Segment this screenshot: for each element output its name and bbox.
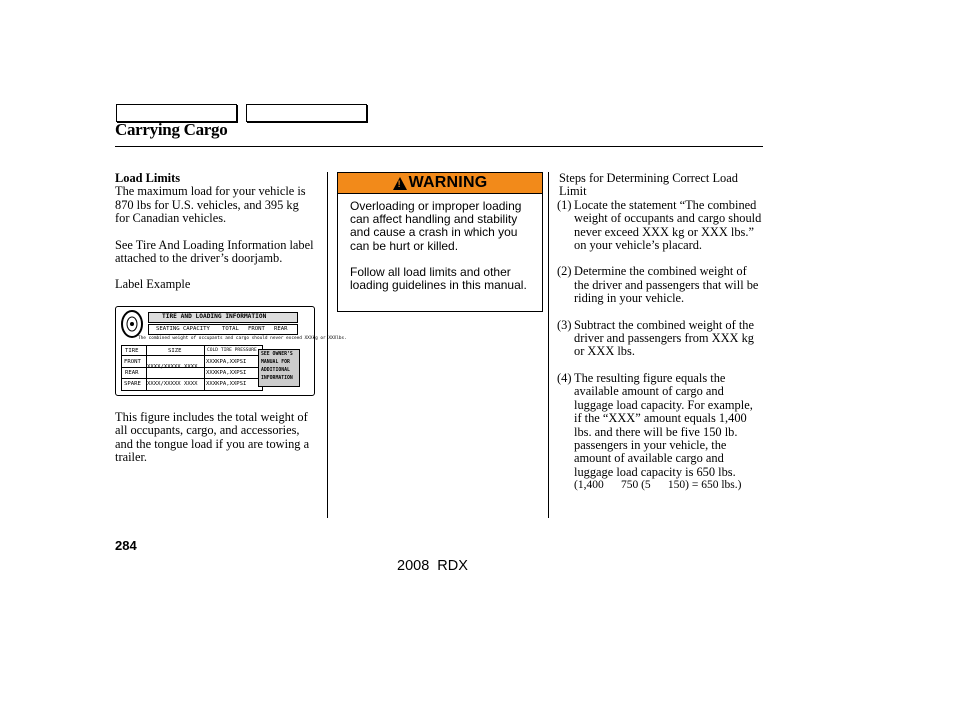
warning-body: [338, 194, 542, 292]
warning-label: WARNING: [408, 174, 488, 191]
col-pressure: COLD TIRE PRESSURE: [207, 348, 257, 353]
total-weight-paragraph: This figure includes the total weight of all occupants, cargo, and accessories, and the tongue load if you are towing a trailer.: [115, 410, 310, 465]
row-front-size: XXXX/XXXXX XXXX: [147, 364, 198, 370]
step-4-text: The resulting figure equals the available amount of cargo and luggage load capacity. For example, if the “XXX” amount equals 1,400 lbs. and there will be five 150 lb. passengers in your vehicle, the amount of available cargo and luggage load capacity is 650 lbs.: [574, 370, 753, 479]
column-divider-right: [548, 172, 549, 518]
step-3-number: (3): [557, 317, 572, 332]
tire-table-hline-3: [121, 378, 262, 379]
label-example-figure: [115, 306, 347, 396]
header-tab-2: [246, 104, 367, 122]
col-size: SIZE: [168, 348, 182, 354]
model-name: 2008 RDX: [397, 558, 468, 574]
row-spare-tire: SPARE: [124, 381, 141, 387]
step-4: [559, 372, 763, 479]
row-front-pressure: XXXKPA,XXPSI: [206, 359, 247, 365]
step-2-text: Determine the combined weight of the driver and passengers that will be riding in your vehicle.: [574, 264, 759, 306]
label-rear: REAR: [274, 326, 288, 332]
row-spare-size: XXXX/XXXXX XXXX: [147, 381, 198, 387]
label-title: TIRE AND LOADING INFORMATION: [162, 313, 267, 320]
see-manual-line-1: SEE OWNER’S: [261, 352, 293, 357]
warning-paragraph-1: Overloading or improper loading can affect handling and stability and cause a crash in which you can be hurt or killed.: [350, 199, 522, 253]
label-caption: Label Example: [115, 277, 191, 292]
warning-paragraph-2: Follow all load limits and other loading guidelines in this manual.: [350, 264, 527, 293]
warning-triangle-icon: !: [393, 177, 407, 190]
see-manual-line-3: ADDITIONAL: [261, 368, 290, 373]
steps-heading: Steps for Determining Correct Load Limit: [559, 171, 738, 199]
warning-header: [338, 173, 542, 194]
load-limits-paragraph: The maximum load for your vehicle is 870 lbs for U.S. vehicles, and 395 kg for Canadian vehicles.: [115, 184, 306, 226]
example-equation: (1,400 750 (5 150) = 650 lbs.): [574, 479, 742, 492]
tire-table-hline-1: [121, 355, 262, 356]
right-column: [559, 172, 763, 493]
see-manual-line-4: INFORMATION: [261, 376, 293, 381]
page-number: 284: [115, 538, 137, 553]
section-title: Carrying Cargo: [115, 120, 228, 139]
step-4-number: (4): [557, 370, 572, 385]
label-front: FRONT: [248, 326, 265, 332]
row-spare-pressure: XXXKPA,XXPSI: [206, 381, 247, 387]
column-divider-left: [327, 172, 328, 518]
step-1: [559, 199, 763, 253]
step-2: [559, 265, 763, 305]
tire-table-vline-2: [204, 345, 205, 390]
label-total: TOTAL: [222, 326, 239, 332]
col-tire: TIRE: [125, 348, 139, 354]
seating-box: [148, 324, 298, 335]
warning-box: [337, 172, 543, 312]
step-1-number: (1): [557, 197, 572, 212]
step-3: [559, 319, 763, 359]
step-1-text: Locate the statement “The combined weight of occupants and cargo should never exceed XXX kg or XXX lbs.” on your vehicle’s placard.: [574, 197, 762, 253]
row-front-tire: FRONT: [124, 359, 141, 365]
title-rule: [115, 146, 763, 147]
row-rear-pressure: XXXKPA,XXPSI: [206, 370, 247, 376]
row-rear-tire: REAR: [125, 370, 139, 376]
step-3-text: Subtract the combined weight of the driver and passengers from XXX kg or XXX lbs.: [574, 317, 754, 359]
see-manual-line-2: MANUAL FOR: [261, 360, 290, 365]
tire-info-paragraph: See Tire And Loading Information label attached to the driver’s doorjamb.: [115, 237, 314, 266]
left-column-bottom: [115, 411, 315, 465]
label-combined-note: The combined weight of occupants and cargo should never exceed XXXkg or XXXlbs.: [138, 336, 347, 341]
load-limits-heading: Load Limits: [115, 171, 181, 185]
tire-icon: [119, 309, 145, 339]
label-seating-capacity: SEATING CAPACITY: [156, 326, 210, 332]
left-column: [115, 172, 315, 292]
step-2-number: (2): [557, 264, 572, 279]
